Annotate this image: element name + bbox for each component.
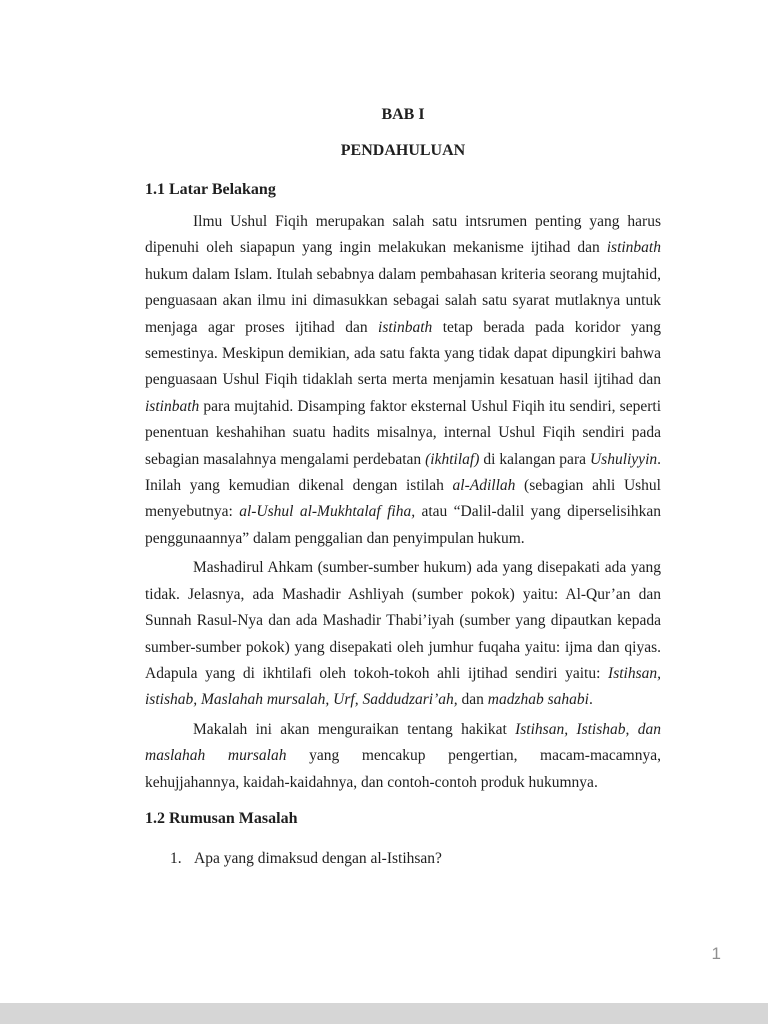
list-item-text: Apa yang dimaksud dengan al-Istihsan? <box>194 849 442 867</box>
list-item <box>145 846 661 872</box>
section-heading-1-2: 1.2 Rumusan Masalah <box>145 809 298 827</box>
chapter-title: BAB I <box>381 106 425 123</box>
document-content <box>145 107 661 872</box>
chapter-subtitle: PENDAHULUAN <box>340 142 466 159</box>
list-item-number: 1. <box>170 849 182 867</box>
paragraph-2: Mashadirul Ahkam (sumber-sumber hukum) ada yang disepakati ada yang tidak. Jelasnya, ada Mashadir Ashliyah (sumber pokok) yaitu: Al-Qur’an dan Sunnah Rasul-Nya dan ada Mashadir Thabi’iyah (sumber yang dipautkan kepada sumber-sumber pokok) yang disepakati oleh jumhur fuqaha yaitu: ijma dan qiyas. Adapula yang di ikhtilafi oleh tokoh-tokoh ahli ijtihad sendiri yaitu: Istihsan, istishab, Maslahah mursalah, Urf, Saddudzari’ah, dan madzhab sahabi. <box>145 559 661 709</box>
paragraph-1: Ilmu Ushul Fiqih merupakan salah satu intsrumen penting yang harus dipenuhi oleh siapapun yang ingin melakukan mekanisme ijtihad dan istinbath hukum dalam Islam. Itulah sebabnya dalam pembahasan kriteria seorang mujtahid, penguasaan akan ilmu ini dimasukkan sebagai salah satu syarat mutlaknya untuk menjaga agar proses ijtihad dan istinbath tetap berada pada koridor yang semestinya. Meskipun demikian, ada satu fakta yang tidak dapat dipungkiri bahwa penguasaan Ushul Fiqih tidaklah serta merta menjamin kesatuan hasil ijtihad dan istinbath para mujtahid. Disamping faktor eksternal Ushul Fiqih itu sendiri, seperti penentuan keshahihan suatu hadits misalnya, internal Ushul Fiqih sendiri pada sebagian masalahnya mengalami perdebatan (ikhtilaf) di kalangan para Ushuliyyin. Inilah yang kemudian dikenal dengan istilah al-Adillah (sebagian ahli Ushul menyebutnya: al-Ushul al-Mukhtalaf fiha, atau “Dalil-dalil yang diperselisihkan penggunaannya” dalam penggalian dan penyimpulan hukum. <box>145 213 661 547</box>
page-bottom-edge <box>0 1003 768 1024</box>
section-heading-1-1: 1.1 Latar Belakang <box>145 181 276 198</box>
page-number: 1 <box>711 944 721 963</box>
paragraph-3: Makalah ini akan menguraikan tentang hakikat Istihsan, Istishab, dan maslahah mursalah yang mencakup pengertian, macam-macamnya, kehujjahannya, kaidah-kaidahnya, dan contoh-contoh produk hukumnya. <box>145 720 661 791</box>
